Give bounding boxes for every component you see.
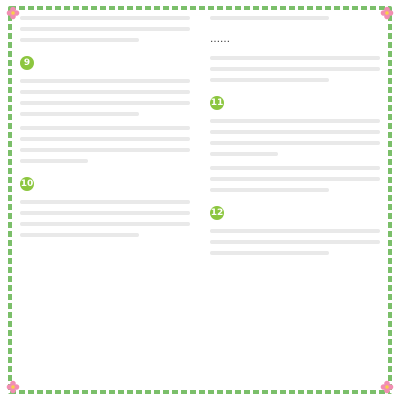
text-block (210, 166, 380, 192)
text-block (210, 16, 380, 46)
text-block (20, 126, 190, 163)
flower-icon (6, 380, 20, 394)
text-block (20, 79, 190, 116)
flower-icon (380, 6, 394, 20)
right-column (210, 16, 380, 384)
ellipsis: …… (210, 34, 230, 45)
right-vine-border (388, 6, 392, 394)
paragraph-marker (20, 52, 190, 71)
paragraph-number: 11 (210, 97, 224, 108)
paragraph-number: 12 (210, 207, 224, 218)
paragraph-number: 9 (20, 56, 34, 70)
paragraph-marker (210, 202, 380, 221)
text-block (210, 56, 380, 82)
left-vine-border (8, 6, 12, 394)
text-block (210, 119, 380, 156)
bottom-vine-border (10, 390, 390, 394)
flower-icon (380, 380, 394, 394)
top-vine-border (10, 6, 390, 10)
flower-icon (6, 6, 20, 20)
text-block (20, 16, 190, 42)
paragraph-marker (20, 173, 190, 192)
text-block (20, 200, 190, 237)
left-column (20, 16, 190, 384)
paragraph-number: 10 (20, 178, 34, 189)
paragraph-marker (210, 92, 380, 111)
text-block (210, 229, 380, 255)
